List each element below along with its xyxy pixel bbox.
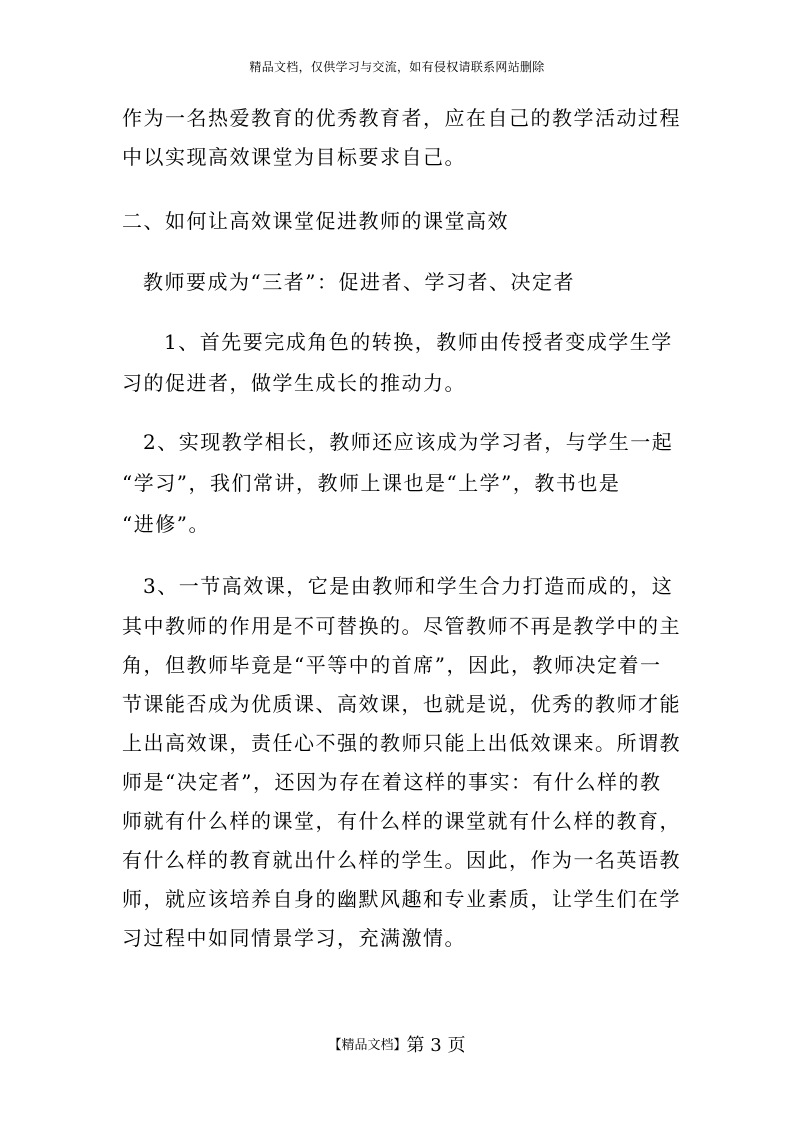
body-line: “进修”。 (122, 512, 210, 536)
body-line: “学习”，我们常讲，教师上课也是“上学”，教书也是 (122, 471, 621, 495)
body-line: 师是“决定者”，还因为存在着这样的事实：有什么样的教 (122, 770, 662, 794)
body-line: 1、首先要完成角色的转换，教师由传授者变成学生学 (164, 330, 673, 354)
body-line: 节课能否成为优质课、高效课，也就是说，优秀的教师才能 (122, 692, 681, 716)
body-line: 师，就应该培养自身的幽默风趣和专业素质，让学生们在学 (122, 887, 681, 911)
body-line: 上出高效课，责任心不强的教师只能上出低效课来。所谓教 (122, 731, 681, 755)
body-line: 教师要成为“三者”：促进者、学习者、决定者 (143, 270, 575, 294)
footer-tag: 【精品文档】 (328, 1038, 407, 1053)
body-line: 角，但教师毕竟是“平等中的首席”，因此，教师决定着一 (122, 653, 662, 677)
page-footer (0, 1034, 794, 1058)
page-prefix: 第 (406, 1035, 425, 1056)
body-line: 作为一名热爱教育的优秀教育者，应在自己的教学活动过程 (122, 106, 681, 130)
section-heading: 二、如何让高效课堂促进教师的课堂高效 (122, 209, 509, 233)
body-line: 习过程中如同情景学习，充满激情。 (122, 926, 466, 950)
body-line: 习的促进者，做学生成长的推动力。 (122, 371, 466, 395)
body-line: 中以实现高效课堂为目标要求自己。 (122, 145, 466, 169)
page-number: 3 (430, 1035, 442, 1056)
body-line: 有什么样的教育就出什么样的学生。因此，作为一名英语教 (122, 848, 681, 872)
body-line: 其中教师的作用是不可替换的。尽管教师不再是教学中的主 (122, 614, 681, 638)
page-header: 精品文档，仅供学习与交流，如有侵权请联系网站删除 (249, 60, 545, 74)
body-line: 2、实现教学相长，教师还应该成为学习者，与学生一起 (143, 430, 674, 454)
body-line: 3、一节高效课，它是由教师和学生合力打造而成的，这 (143, 574, 674, 598)
body-line: 师就有什么样的课堂，有什么样的课堂就有什么样的教育， (122, 809, 681, 833)
page-suffix: 页 (447, 1035, 466, 1056)
